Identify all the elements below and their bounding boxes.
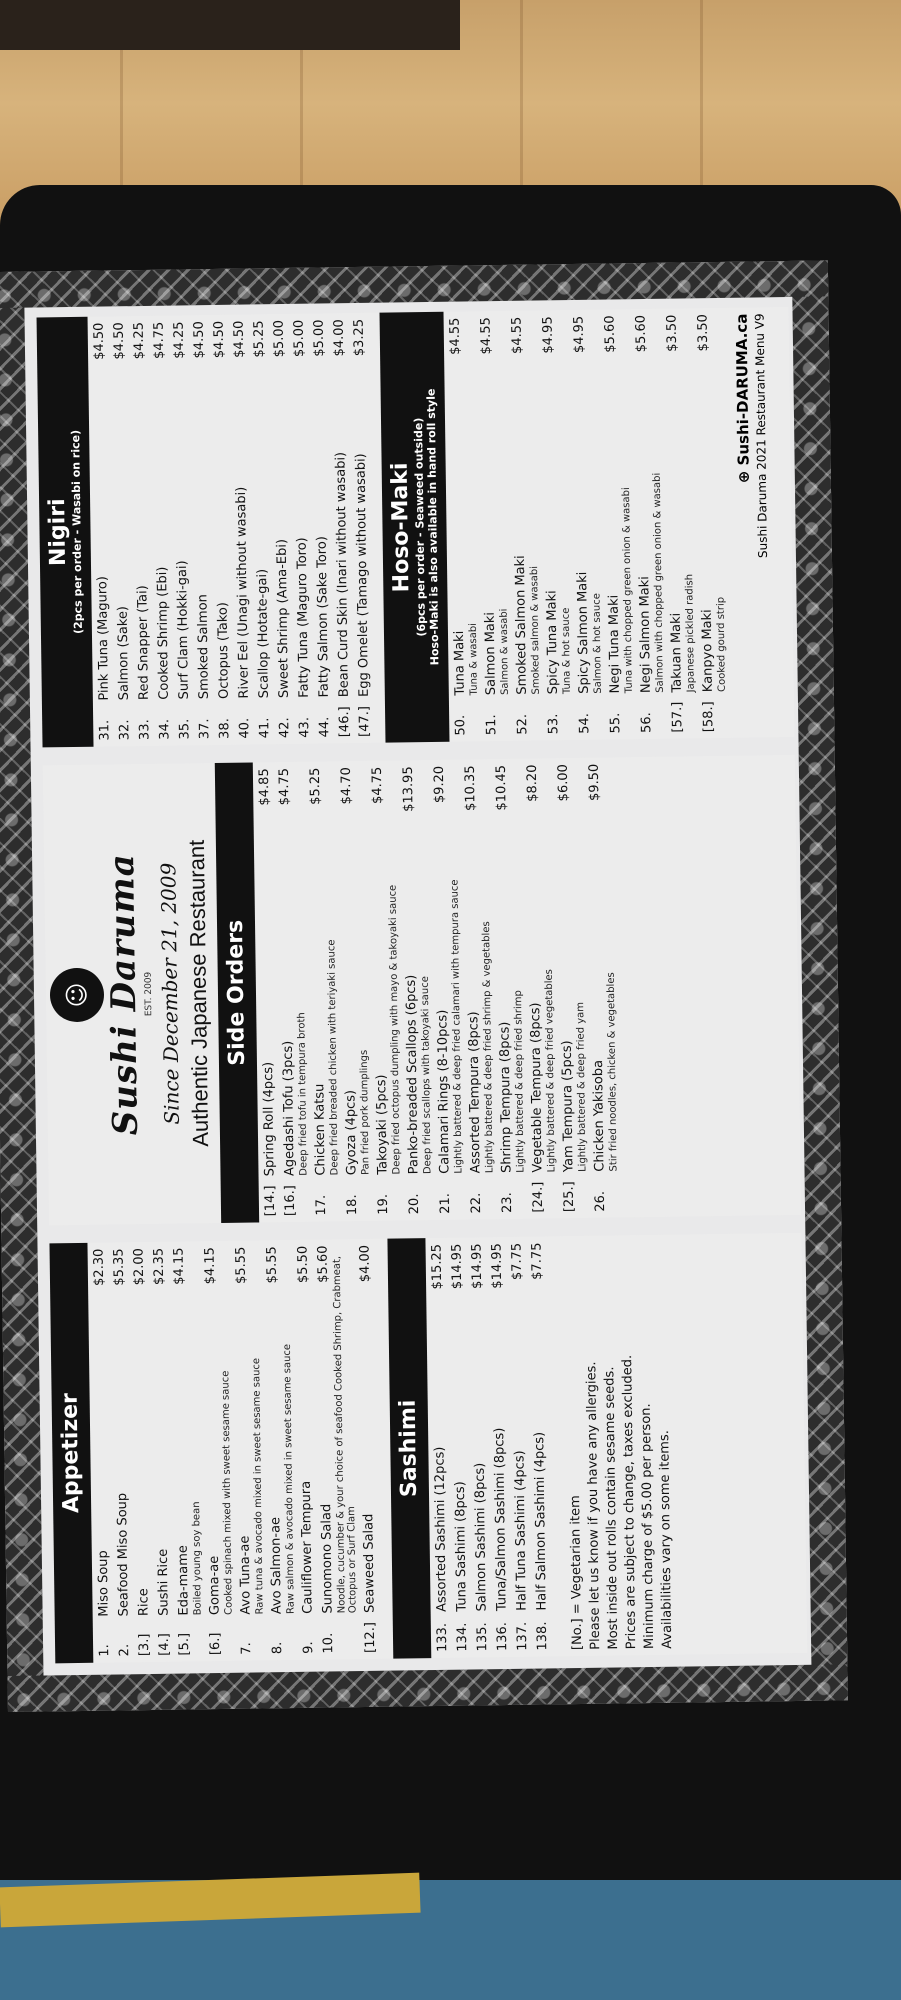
item-price: $5.50	[295, 1245, 312, 1284]
item-price: $15.25	[429, 1243, 446, 1290]
globe-icon: ⊕	[734, 470, 753, 484]
item-number: 38.	[217, 718, 233, 739]
item-name: Tuna Maki	[451, 630, 468, 696]
appetizer-list	[91, 1239, 379, 1663]
item-price: $4.55	[509, 316, 526, 355]
nigiri-heading	[37, 317, 94, 748]
item-name: Sushi Rice	[155, 1548, 172, 1616]
item-price: $10.45	[493, 764, 510, 811]
item-price: $14.95	[489, 1243, 506, 1289]
item-name: Calamari Rings (8-10pcs)	[435, 1009, 453, 1174]
item-name: Pink Tuna (Maguro)	[95, 576, 112, 701]
item-price: $4.75	[151, 321, 168, 360]
item-number: 40.	[237, 717, 253, 739]
menu-item	[429, 1238, 451, 1658]
menu-item	[91, 1243, 113, 1663]
sashimi-list	[429, 1236, 551, 1658]
item-name: Salmon (Sake)	[115, 605, 132, 701]
menu-item	[489, 1237, 511, 1657]
item-name: Red Snapper (Tai)	[135, 585, 152, 701]
item-number: 17.	[313, 1194, 330, 1216]
side-orders-heading: Side Orders	[215, 762, 259, 1222]
menu-version: Sushi Daruma 2021 Restaurant Menu V9	[752, 313, 770, 559]
appetizer-heading: Appetizer	[49, 1243, 93, 1663]
item-name: Salmon Sashimi (8pcs)	[472, 1462, 490, 1612]
pattern-border-top	[0, 272, 44, 1712]
item-number: 1.	[97, 1644, 113, 1657]
menu-item	[151, 1242, 173, 1662]
item-number: 52.	[515, 713, 531, 735]
item-name: Spring Roll (4pcs)	[260, 1061, 278, 1177]
item-number: 50.	[453, 714, 469, 736]
menu-item	[152, 316, 174, 746]
menu-item	[111, 1242, 133, 1662]
item-description: Deep fried scallops with takoyaki sauce	[419, 976, 434, 1175]
item-price: $5.35	[111, 1248, 128, 1286]
item-number: 32.	[117, 719, 133, 741]
item-price: $4.75	[369, 766, 386, 805]
item-description: Stir fried noodles, chicken & vegetables	[605, 972, 620, 1172]
item-number: 8.	[270, 1641, 286, 1655]
item-price: $5.00	[291, 319, 308, 358]
item-price: $2.35	[151, 1247, 168, 1286]
dark-object	[0, 0, 460, 50]
menu-item	[92, 316, 114, 746]
logo	[43, 764, 157, 1225]
item-price: $3.50	[664, 314, 681, 352]
menu-item	[295, 1240, 317, 1660]
item-price: $5.00	[271, 319, 288, 358]
item-name: Bean Curd Skin (Inari without wasabi)	[333, 451, 352, 698]
menu-item	[131, 1242, 153, 1662]
item-number: 43.	[297, 716, 313, 738]
item-description: Japanese pickled radish	[684, 573, 697, 693]
item-description: Raw tuna & avocado mixed in sweet sesame sauce	[251, 1357, 266, 1615]
item-number: 9.	[301, 1641, 317, 1654]
item-price: $4.95	[540, 316, 557, 354]
item-number: 41.	[257, 717, 273, 739]
item-number: 10.	[320, 1632, 337, 1654]
item-name: Assorted Tempura (8pcs)	[466, 1011, 484, 1174]
item-name: Eda-mame	[175, 1545, 192, 1616]
item-number: 44.	[317, 716, 333, 738]
item-price: $4.55	[478, 317, 495, 355]
item-name: Sunomono Salad	[319, 1503, 336, 1614]
item-price: $14.95	[469, 1243, 486, 1290]
item-number: 31.	[97, 719, 113, 741]
menu-item	[112, 316, 134, 746]
item-number: 26.	[592, 1190, 609, 1212]
note-line: [No.] = Vegetarian item	[568, 1495, 586, 1651]
panel-appetizer-sashimi	[49, 1233, 807, 1663]
item-price: $9.20	[431, 765, 448, 804]
item-number: 23.	[499, 1192, 516, 1214]
item-number: 42.	[277, 717, 293, 739]
item-number: 35.	[177, 718, 193, 740]
item-description: Lightly battered & deep fried yam	[575, 1001, 589, 1172]
item-name: Vegetable Tempura (8pcs)	[528, 1002, 546, 1173]
item-number: 136.	[494, 1622, 511, 1652]
item-price: $13.95	[400, 766, 417, 812]
item-name: Tuna Sashimi (8pcs)	[452, 1481, 470, 1612]
item-number: [57.]	[669, 701, 686, 733]
item-name: Shrimp Tempura (8pcs)	[497, 1021, 515, 1174]
item-name: Takoyaki (5pcs)	[374, 1074, 391, 1175]
item-number: 134.	[454, 1622, 471, 1652]
item-name: Takuan Maki	[668, 612, 685, 693]
website-label: Sushi-DARUMA.ca	[732, 313, 753, 466]
item-name: Agedashi Tofu (3pcs)	[280, 1040, 298, 1177]
item-number: [12.]	[362, 1622, 379, 1654]
menu-item	[192, 315, 214, 745]
item-name: Spicy Salmon Maki	[575, 571, 592, 694]
item-description: Lightly battered & deep fried calamari with tempura sauce	[449, 879, 465, 1174]
menu-item	[312, 313, 334, 743]
item-description: Cooked spinach mixed with sweet sesame sauce	[220, 1370, 235, 1615]
note-line: Minimum charge of $5.00 per person.	[638, 1403, 658, 1650]
item-description: Raw salmon & avocado mixed in sweet sesame sauce	[281, 1343, 297, 1615]
nigiri-subtitle: (2pcs per order - Wasabi on rice)	[69, 429, 85, 635]
side-orders-list	[257, 757, 620, 1222]
item-name: Salmon Maki	[482, 611, 499, 696]
panel-nigiri-maki	[37, 307, 795, 747]
item-name: Cauliflower Tempura	[298, 1480, 316, 1614]
item-number: 54.	[577, 713, 593, 734]
item-name: Fatty Tuna (Maguro Toro)	[294, 537, 312, 698]
item-number: [47.]	[356, 705, 373, 738]
item-description: Boiled young soy bean	[191, 1501, 204, 1616]
item-number: 55.	[608, 712, 624, 734]
note-line: Most inside out rolls contain sesame seeds.	[602, 1366, 622, 1650]
menu-item	[332, 313, 354, 743]
item-number: 37.	[197, 718, 213, 740]
item-price: $4.70	[338, 767, 355, 805]
item-price: $2.00	[131, 1248, 148, 1286]
item-name: Avo Salmon-ae	[268, 1516, 285, 1615]
item-name: Negi Salmon Maki	[637, 576, 654, 694]
menu-sheet	[0, 260, 848, 1712]
item-name: Assorted Sashimi (12pcs)	[432, 1446, 450, 1613]
item-price: $4.00	[331, 319, 348, 357]
item-name: Fatty Salmon (Sake Toro)	[314, 536, 332, 698]
menu-item	[252, 314, 274, 744]
item-name: Chicken Yakisoba	[590, 1059, 608, 1172]
item-name: Gyoza (4pcs)	[343, 1089, 360, 1176]
item-number: [16.]	[282, 1185, 299, 1217]
item-number: [24.]	[530, 1181, 547, 1213]
logo-est: EST. 2009	[143, 971, 155, 1017]
item-name: Surf Clam (Hokki-gai)	[174, 560, 192, 700]
item-price: $4.85	[256, 768, 273, 806]
item-price: $4.00	[357, 1244, 374, 1283]
item-price: $5.00	[311, 319, 328, 357]
item-name: Panko-breaded Scallops (6pcs)	[403, 974, 422, 1175]
notes-list	[563, 1235, 677, 1656]
item-name: Egg Omelet (Tamago without wasabi)	[353, 453, 372, 698]
item-price: $5.55	[233, 1246, 250, 1285]
item-description: Salmon with chopped green onion & wasabi	[651, 472, 666, 693]
item-price: $4.15	[171, 1247, 188, 1285]
item-description: Salmon & hot sauce	[591, 593, 604, 694]
daruma-face-icon: ☺	[50, 968, 105, 1023]
item-price: $10.35	[462, 765, 479, 812]
hoso-maki-subtitle: (6pcs per order - Seaweed outside)	[411, 417, 429, 637]
item-name: Smoked Salmon	[195, 594, 212, 700]
hoso-maki-heading	[379, 312, 449, 743]
item-price: $4.95	[571, 315, 588, 354]
item-number: 22.	[468, 1192, 485, 1214]
item-price: $4.50	[231, 320, 248, 358]
item-name: Miso Soup	[95, 1550, 112, 1617]
hoso-maki-subtitle-2: Hoso-Maki is also available in hand roll style	[424, 388, 442, 666]
item-price: $9.50	[586, 763, 603, 802]
item-price: $4.75	[276, 767, 293, 806]
item-description: Tuna & hot sauce	[560, 607, 573, 695]
item-number: 135.	[474, 1622, 491, 1652]
menu-item	[469, 1237, 491, 1657]
item-description: Lightly battered & deep fried vegetables	[543, 969, 558, 1173]
item-name: Chicken Katsu	[312, 1083, 329, 1176]
item-number: 21.	[437, 1193, 454, 1214]
item-price: $4.50	[211, 320, 228, 359]
item-number: 18.	[344, 1194, 361, 1216]
item-name: Cooked Shrimp (Ebi)	[155, 566, 172, 700]
nigiri-title: Nigiri	[45, 498, 72, 567]
item-number: 7.	[239, 1642, 255, 1655]
item-description: Cooked gourd strip	[715, 596, 728, 693]
menu-item	[132, 316, 154, 746]
item-number: 133.	[434, 1622, 451, 1653]
menu-item	[509, 1237, 531, 1657]
item-description: Salmon & wasabi	[498, 608, 511, 696]
item-number: 51.	[484, 714, 500, 736]
item-price: $3.25	[351, 318, 368, 357]
item-name: Half Salmon Sashimi (4pcs)	[532, 1431, 550, 1611]
item-price: $4.25	[131, 321, 148, 360]
item-number: 138.	[534, 1621, 551, 1651]
item-price: $7.75	[529, 1242, 546, 1280]
menu-item	[292, 314, 314, 744]
item-number: 33.	[137, 719, 153, 741]
item-price: $6.00	[555, 764, 572, 802]
item-name: River Eel (Unagi without wasabi)	[233, 486, 252, 699]
item-description: Tuna & wasabi	[467, 622, 480, 696]
item-description: Lightly battered & deep fried shrimp & vegetables	[481, 921, 496, 1174]
tagline: Authentic Japanese Restaurant	[183, 839, 214, 1147]
item-number: [25.]	[561, 1181, 578, 1213]
item-price: $5.25	[307, 767, 324, 805]
item-name: Tuna/Salmon Sashimi (8pcs)	[492, 1427, 510, 1612]
item-description: Noodle, cucumber & your choice of seafood Cooked Shrimp, Crabmeat, Octopus or Surf Clam	[331, 1255, 359, 1614]
item-price: $14.95	[449, 1243, 466, 1290]
item-name: Seafood Miso Soup	[114, 1492, 132, 1617]
item-name: Smoked Salmon Maki	[512, 555, 530, 695]
item-description: Smoked salmon & wasabi	[529, 565, 542, 695]
since-date: Since December 21, 2009	[156, 862, 184, 1125]
item-price: $5.25	[251, 320, 268, 358]
item-number: 2.	[117, 1643, 133, 1657]
item-price: $7.75	[509, 1242, 526, 1281]
item-name: Avo Tuna-ae	[237, 1535, 254, 1615]
item-name: Half Tuna Sashimi (4pcs)	[512, 1450, 530, 1611]
nigiri-list	[92, 313, 374, 747]
item-number: [46.]	[336, 706, 353, 738]
item-name: Rice	[136, 1588, 152, 1617]
item-price: $5.60	[315, 1245, 332, 1283]
item-number: 34.	[157, 718, 173, 740]
note-line: Availabilities vary on some items.	[657, 1430, 676, 1649]
note-line: Please let us know if you have any allergies.	[584, 1361, 604, 1650]
item-price: $4.25	[171, 321, 188, 359]
item-description: Deep fried octopus dumpling with mayo & takoyaki sauce	[387, 884, 403, 1175]
item-name: Spicy Tuna Maki	[544, 590, 561, 695]
menu-item	[449, 1238, 471, 1658]
item-name: Goma-ae	[206, 1555, 223, 1616]
hoso-maki-title: Hoso-Maki	[387, 462, 415, 593]
item-description: Lightly battered & deep fried shrimp	[512, 990, 527, 1173]
item-price: $5.55	[264, 1246, 281, 1284]
item-name: Sweet Shrimp (Ama-Ebi)	[274, 538, 292, 699]
item-description: Pan fried pork dumplings	[358, 1049, 372, 1176]
item-price: $5.60	[602, 315, 619, 353]
menu-item	[272, 314, 294, 744]
panel-side-orders	[43, 755, 801, 1225]
item-name: Negi Tuna Maki	[606, 594, 623, 694]
item-name: Octopus (Tako)	[215, 602, 232, 699]
item-name: Seaweed Salad	[361, 1513, 378, 1614]
item-price: $8.20	[524, 764, 541, 802]
item-number: [4.]	[156, 1633, 173, 1656]
item-number: [14.]	[262, 1185, 279, 1217]
sashimi-heading: Sashimi	[387, 1238, 431, 1658]
item-price: $4.50	[111, 322, 128, 360]
item-description: Deep fried breaded chicken with teriyaki sauce	[326, 939, 341, 1176]
item-name: Yam Tempura (5pcs)	[559, 1040, 577, 1173]
item-number: 20.	[406, 1193, 423, 1215]
item-price: $4.50	[91, 322, 108, 360]
item-number: [3.]	[136, 1633, 153, 1657]
hoso-maki-list	[447, 308, 728, 742]
note-line: Prices are subject to change, taxes excluded.	[620, 1354, 640, 1650]
menu-item	[232, 315, 254, 745]
item-price: $2.30	[91, 1248, 108, 1287]
item-number: 56.	[639, 712, 655, 734]
item-number: 137.	[514, 1621, 531, 1651]
item-number: [6.]	[207, 1632, 224, 1656]
menu-item	[257, 762, 279, 1222]
menu-item	[172, 315, 194, 745]
item-number: 53.	[546, 713, 562, 735]
item-price: $4.15	[202, 1247, 219, 1285]
item-number: [58.]	[700, 701, 717, 733]
item-description: Tuna with chopped green onion & wasabi	[620, 487, 635, 694]
item-description: Deep fried tofu in tempura broth	[296, 1012, 310, 1176]
item-number: 19.	[375, 1193, 392, 1215]
item-price: $5.60	[633, 314, 650, 353]
menu-item	[212, 315, 234, 745]
item-price: $3.50	[695, 314, 712, 352]
item-price: $4.50	[191, 321, 208, 359]
item-name: Scallop (Hotate-gai)	[255, 568, 272, 699]
item-price: $4.55	[447, 317, 464, 355]
item-number: [5.]	[176, 1632, 193, 1656]
logo-name: Sushi Daruma	[102, 853, 146, 1136]
item-name: Kanpyo Maki	[699, 609, 716, 693]
